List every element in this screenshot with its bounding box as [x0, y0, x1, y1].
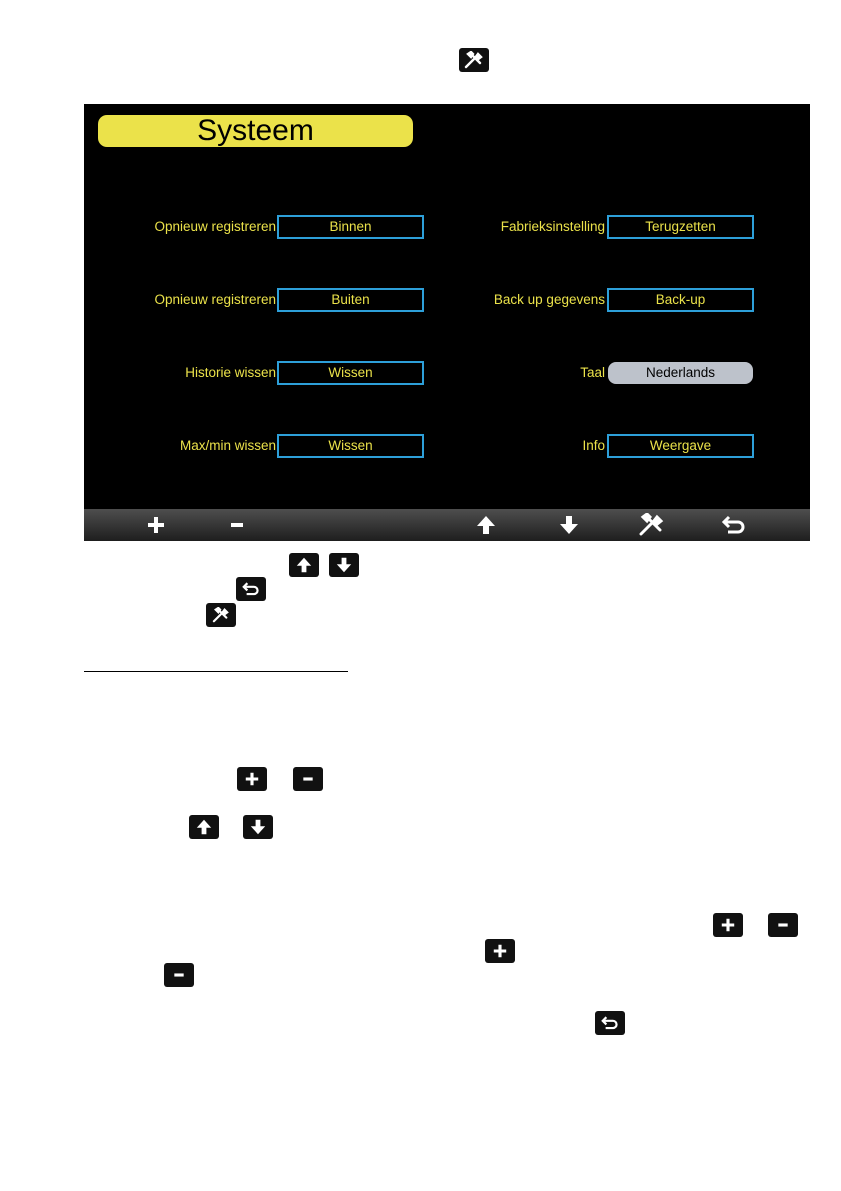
arrow-up-icon	[289, 553, 319, 577]
clear-maxmin-button[interactable]: Wissen	[277, 434, 424, 458]
back-icon	[236, 577, 266, 601]
row-label: Historie wissen	[185, 365, 276, 380]
plus-icon	[485, 939, 515, 963]
minus-icon[interactable]	[217, 509, 257, 541]
arrow-up-icon	[189, 815, 219, 839]
factory-reset-button[interactable]: Terugzetten	[607, 215, 754, 239]
language-button[interactable]: Nederlands	[608, 362, 753, 384]
back-icon	[595, 1011, 625, 1035]
register-indoor-button[interactable]: Binnen	[277, 215, 424, 239]
arrow-up-icon[interactable]	[466, 509, 506, 541]
system-screen	[84, 104, 810, 541]
arrow-down-icon	[329, 553, 359, 577]
row-label: Opnieuw registreren	[154, 219, 276, 234]
backup-button[interactable]: Back-up	[607, 288, 754, 312]
tools-icon	[206, 603, 236, 627]
arrow-down-icon[interactable]	[549, 509, 589, 541]
minus-icon	[164, 963, 194, 987]
row-label: Back up gegevens	[493, 292, 605, 307]
row-label: Max/min wissen	[179, 438, 276, 453]
page-title: Systeem	[98, 115, 413, 147]
arrow-down-icon	[243, 815, 273, 839]
info-display-button[interactable]: Weergave	[607, 434, 754, 458]
minus-icon	[293, 767, 323, 791]
tools-icon[interactable]	[632, 509, 672, 541]
row-label: Opnieuw registreren	[154, 292, 276, 307]
minus-icon	[768, 913, 798, 937]
plus-icon[interactable]	[136, 509, 176, 541]
back-icon[interactable]	[714, 509, 754, 541]
divider	[84, 671, 348, 672]
row-label: Fabrieksinstelling	[500, 219, 605, 234]
tools-icon	[459, 48, 489, 72]
register-outdoor-button[interactable]: Buiten	[277, 288, 424, 312]
plus-icon	[237, 767, 267, 791]
toolbar	[84, 509, 810, 541]
plus-icon	[713, 913, 743, 937]
row-label: Taal	[580, 365, 605, 380]
clear-history-button[interactable]: Wissen	[277, 361, 424, 385]
row-label: Info	[582, 438, 605, 453]
